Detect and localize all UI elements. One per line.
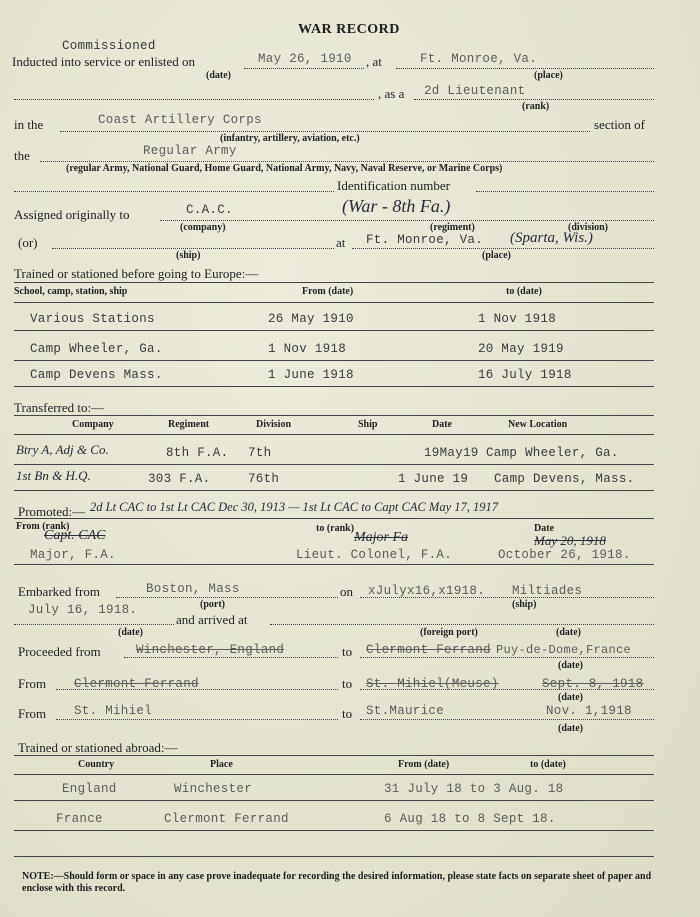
- assigned-company: C.A.C.: [186, 203, 233, 217]
- table-row: 1 Nov 1918: [268, 342, 347, 356]
- date-caption-from2: (date): [558, 723, 583, 734]
- table-row: Camp Devens, Mass.: [494, 472, 635, 486]
- col-company: Company: [72, 419, 114, 430]
- ship-caption-2: (ship): [512, 599, 537, 610]
- date-caption-proceeded: (date): [558, 660, 583, 671]
- col-school: School, camp, station, ship: [14, 286, 128, 297]
- embarked-date: July 16, 1918.: [28, 603, 138, 617]
- table-row: Winchester: [174, 782, 253, 796]
- foreign-port-caption: (foreign port): [420, 627, 478, 638]
- section-value: Coast Artillery Corps: [98, 113, 262, 127]
- to-rank-caption: to (rank): [316, 523, 355, 534]
- table-row: 76th: [248, 472, 280, 486]
- embarked-ship: Miltiades: [512, 584, 583, 598]
- col-date: Date: [432, 419, 452, 430]
- col-place: Place: [210, 759, 233, 770]
- from2-to: St.Maurice: [366, 704, 445, 718]
- proceeded-to-extra: Puy-de-Dome,France: [496, 643, 632, 657]
- induction-date: May 26, 1910: [258, 52, 352, 66]
- transferred-heading: Transferred to:—: [14, 400, 105, 415]
- place-caption-2: (place): [482, 250, 511, 261]
- the-label: the: [14, 148, 30, 163]
- promoted-from-rank: Major, F.A.: [30, 548, 116, 562]
- induction-rank: 2d Lieutenant: [424, 84, 526, 98]
- table-row: 1 June 1918: [268, 368, 354, 382]
- at-label: , at: [366, 54, 382, 69]
- table-row: 31 July 18 to 3 Aug. 18: [384, 782, 564, 796]
- table-row: 19May19: [424, 446, 479, 460]
- to-label-1: to: [342, 644, 353, 659]
- col-country: Country: [78, 759, 115, 770]
- from2-date: Nov. 1,1918: [546, 704, 632, 718]
- table-row: 20 May 1919: [478, 342, 564, 356]
- col-division: Division: [256, 419, 292, 430]
- promoted-label: Promoted:—: [18, 504, 86, 519]
- induction-place: Ft. Monroe, Va.: [420, 52, 538, 66]
- promoted-from-handwritten: Capt. CAC: [44, 528, 106, 543]
- promoted-to-rank: Lieut. Colonel, F.A.: [296, 548, 453, 562]
- table-row: 6 Aug 18 to 8 Sept 18.: [384, 812, 556, 826]
- section-suffix: section of: [594, 117, 645, 132]
- arrived-label: and arrived at: [176, 612, 248, 627]
- from1-to: St. Mihiel(Meuse): [366, 677, 499, 691]
- to-label-2: to: [342, 676, 353, 691]
- or-label: (or): [18, 235, 38, 250]
- branch-caption: (regular Army, National Guard, Home Guard, National Army, Navy, Naval Reserve, or Marine Corps): [66, 163, 503, 174]
- division-caption: (division): [568, 222, 609, 233]
- table-row: Camp Devens Mass.: [30, 368, 163, 382]
- assigned-place-handwritten: (Sparta, Wis.): [510, 230, 593, 246]
- proceeded-from: Winchester, England: [136, 643, 285, 657]
- col-to-abroad: to (date): [530, 759, 566, 770]
- promoted-handwritten: 2d Lt CAC to 1st Lt CAC Dec 30, 1913 — 1st Lt CAC to Capt CAC May 17, 1917: [90, 500, 499, 514]
- date-caption-embarked: (date): [118, 627, 143, 638]
- table-row: Camp Wheeler, Ga.: [486, 446, 619, 460]
- from1-date: Sept. 8, 1918: [542, 677, 644, 691]
- from1-from: Clermont Ferrand: [74, 677, 199, 691]
- promoted-to-handwritten: Major Fa: [354, 530, 409, 545]
- table-row: 303 F.A.: [148, 472, 211, 486]
- footer-note: NOTE:—Should form or space in any case prove inadequate for recording the desired information, please state facts on separate sheet of paper and enclose with this record.: [22, 871, 652, 894]
- port-caption: (port): [200, 599, 225, 610]
- section-caption: (infantry, artillery, aviation, etc.): [220, 133, 360, 144]
- table-row: 8th F.A.: [166, 446, 229, 460]
- from-label-2: From: [18, 706, 47, 721]
- trained-before-heading: Trained or stationed before going to Europe:—: [14, 266, 259, 281]
- on-label: on: [340, 584, 353, 599]
- rank-caption: (rank): [522, 101, 550, 112]
- embarked-ship-struck: xJulyx16,x1918.: [368, 584, 486, 598]
- date-caption-arrived: (date): [556, 627, 581, 638]
- company-caption: (company): [180, 222, 226, 233]
- table-row: 7th: [248, 446, 272, 460]
- col-new-location: New Location: [508, 419, 568, 430]
- from-rank-caption: From (rank): [16, 521, 70, 532]
- date-caption-promoted: Date: [534, 523, 554, 534]
- branch-value: Regular Army: [143, 144, 237, 158]
- regiment-caption: (regiment): [430, 222, 475, 233]
- proceeded-to: Clermont-Ferrand: [366, 643, 491, 657]
- col-from: From (date): [302, 286, 354, 297]
- date-caption: (date): [206, 70, 231, 81]
- promoted-date-handwritten: May 20, 1918: [534, 533, 606, 548]
- commissioned-note: Commissioned: [62, 39, 156, 53]
- date-caption-from1: (date): [558, 692, 583, 703]
- to-label-3: to: [342, 706, 353, 721]
- table-row: France: [56, 812, 103, 826]
- place-caption: (place): [534, 70, 563, 81]
- proceeded-label: Proceeded from: [18, 644, 101, 659]
- col-from-abroad: From (date): [398, 759, 450, 770]
- trained-abroad-heading: Trained or stationed abroad:—: [18, 740, 178, 755]
- ship-caption: (ship): [176, 250, 201, 261]
- embarked-port: Boston, Mass: [146, 582, 240, 596]
- table-row: 1 Nov 1918: [478, 312, 557, 326]
- promoted-date: October 26, 1918.: [498, 548, 631, 562]
- col-to: to (date): [506, 286, 542, 297]
- table-row: 26 May 1910: [268, 312, 354, 326]
- embarked-label: Embarked from: [18, 584, 100, 599]
- induction-label: Inducted into service or enlisted on: [12, 54, 196, 69]
- in-the-label: in the: [14, 117, 44, 132]
- table-row: 1st Bn & H.Q.: [16, 468, 91, 483]
- table-row: Clermont Ferrand: [164, 812, 289, 826]
- from2-from: St. Mihiel: [74, 704, 153, 718]
- form-title: WAR RECORD: [298, 22, 400, 37]
- table-row: Btry A, Adj & Co.: [16, 442, 109, 457]
- assigned-regiment-handwritten: (War - 8th Fa.): [342, 196, 451, 216]
- identification-label: Identification number: [337, 178, 450, 193]
- assigned-place: Ft. Monroe, Va.: [366, 233, 484, 247]
- table-row: Various Stations: [30, 312, 155, 326]
- table-row: England: [62, 782, 117, 796]
- col-regiment: Regiment: [168, 419, 210, 430]
- table-row: Camp Wheeler, Ga.: [30, 342, 163, 356]
- from-label-1: From: [18, 676, 47, 691]
- table-row: 1 June 19: [398, 472, 469, 486]
- as-a-label: , as a: [378, 86, 405, 101]
- assigned-label: Assigned originally to: [14, 207, 130, 222]
- col-ship: Ship: [358, 419, 378, 430]
- table-row: 16 July 1918: [478, 368, 572, 382]
- at-label-2: at: [336, 235, 346, 250]
